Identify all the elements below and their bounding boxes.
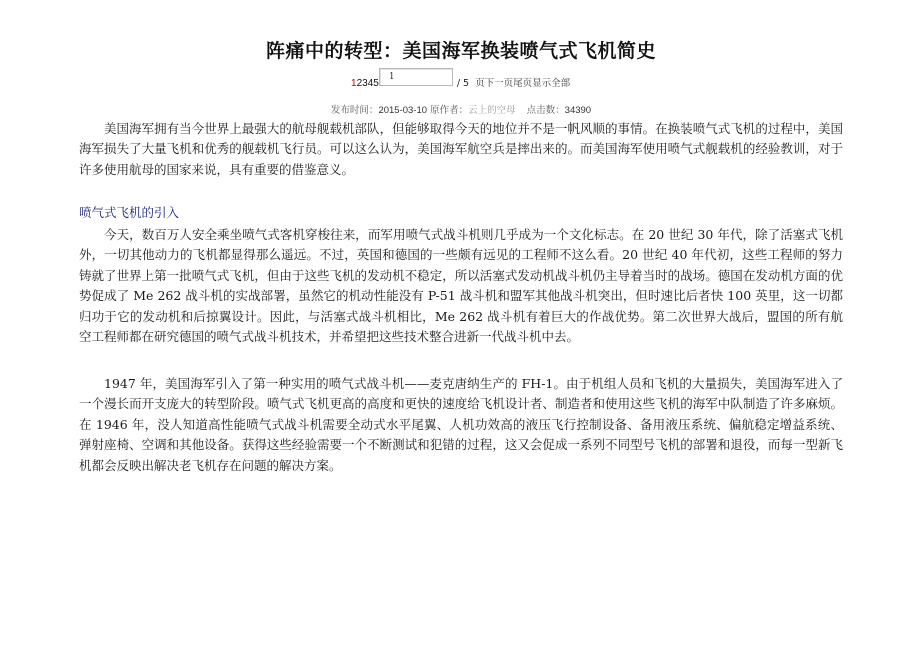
views-label: 点击数： <box>526 105 565 116</box>
last-page-link[interactable]: 尾页 <box>513 78 533 89</box>
page-jump-input[interactable] <box>379 68 453 86</box>
article-title: 阵痛中的转型：美国海军换装喷气式飞机简史 <box>265 40 656 62</box>
paragraph-jet-history: 今天，数百万人安全乘坐喷气式客机穿梭往来，而军用喷气式战斗机则几乎成为一个文化标志。在 20 世纪 30 年代，除了活塞式飞机外，一切其他动力的飞机都显得那么遥远。不过，英国和德国的一些颇有远见的工程师不这么看。20 世纪 40 年代初，这些工程师的努力铸就了世界上第一批喷气式飞机，但由于这些飞机的发动机不稳定，所以活塞式发动机战斗机仍主导着当时的战场。德国在发动机方面的优势促成了 Me 262 战斗机的实战部署，虽然它的机动性能没有 P-51 战斗机和盟军其他战斗机突出，但时速比后者快 100 英里，这一切都归功于它的发动机和后掠翼设计。因此，与活塞式战斗机相比，Me 262 战斗机有着巨大的作战优势。第二次世界大战后，盟国的所有航空工程师都在研究德国的喷气式战斗机技术，并希望把这些技术整合进新一代战斗机中去。 <box>79 227 843 345</box>
pagination-bar <box>351 68 570 90</box>
page-link-1[interactable]: 1 <box>351 78 357 89</box>
show-all-link[interactable]: 显示全部 <box>532 78 571 89</box>
pager-nav <box>475 75 570 90</box>
publish-date-label: 发布时间： <box>330 105 379 116</box>
publish-date: 2015-03-10 <box>378 105 428 116</box>
views-count: 34390 <box>564 105 592 116</box>
article-meta <box>79 102 843 116</box>
paragraph-intro: 美国海军拥有当今世界上最强大的航母舰载机部队，但能够取得今天的地位并不是一帆风顺的事情。在换装喷气式飞机的过程中，美国海军损失了大量飞机和优秀的舰载机飞行员。可以这么认为，美国海军航空兵是摔出来的。而美国海军使用喷气式舰载机的经验教训，对于许多使用航母的国家来说，具有重要的借鉴意义。 <box>79 121 843 177</box>
page-number-list <box>351 67 379 90</box>
page-link-4[interactable]: 4 <box>367 78 374 89</box>
author-name[interactable]: 云上的空母 <box>468 105 516 116</box>
section-heading: 喷气式飞机的引入 <box>79 205 180 220</box>
page-link-2[interactable]: 2 <box>356 78 363 89</box>
paragraph-navy-transition: 1947 年，美国海军引入了第一种实用的喷气式战斗机——麦克唐纳生产的 FH-1。由于机组人员和飞机的大量损失，美国海军进入了一个漫长而开支庞大的转型阶段。喷气式飞机更高的高度和更快的速度给飞机设计者、制造者和使用这些飞机的海军中队制造了许多麻烦。在 1946 年，没人知道高性能喷气式战斗机需要全动式水平尾翼、人机功效高的液压飞行控制设备、备用液压系统、偏航稳定增益系统、弹射座椅、空调和其他设备。获得这些经验需要一个不断测试和犯错的过程，这又会促成一系列不同型号飞机的部署和退役，而每一型新飞机都会反映出解决老飞机存在问题的解决方案。 <box>79 376 843 473</box>
page-link-3[interactable]: 3 <box>362 78 368 89</box>
page-label: 页 <box>475 78 485 89</box>
page-link-5[interactable]: 5 <box>373 78 379 89</box>
page-total: / 5 <box>456 78 470 89</box>
next-page-link[interactable]: 下一页 <box>484 78 514 89</box>
author-label: 原作者： <box>430 105 469 116</box>
